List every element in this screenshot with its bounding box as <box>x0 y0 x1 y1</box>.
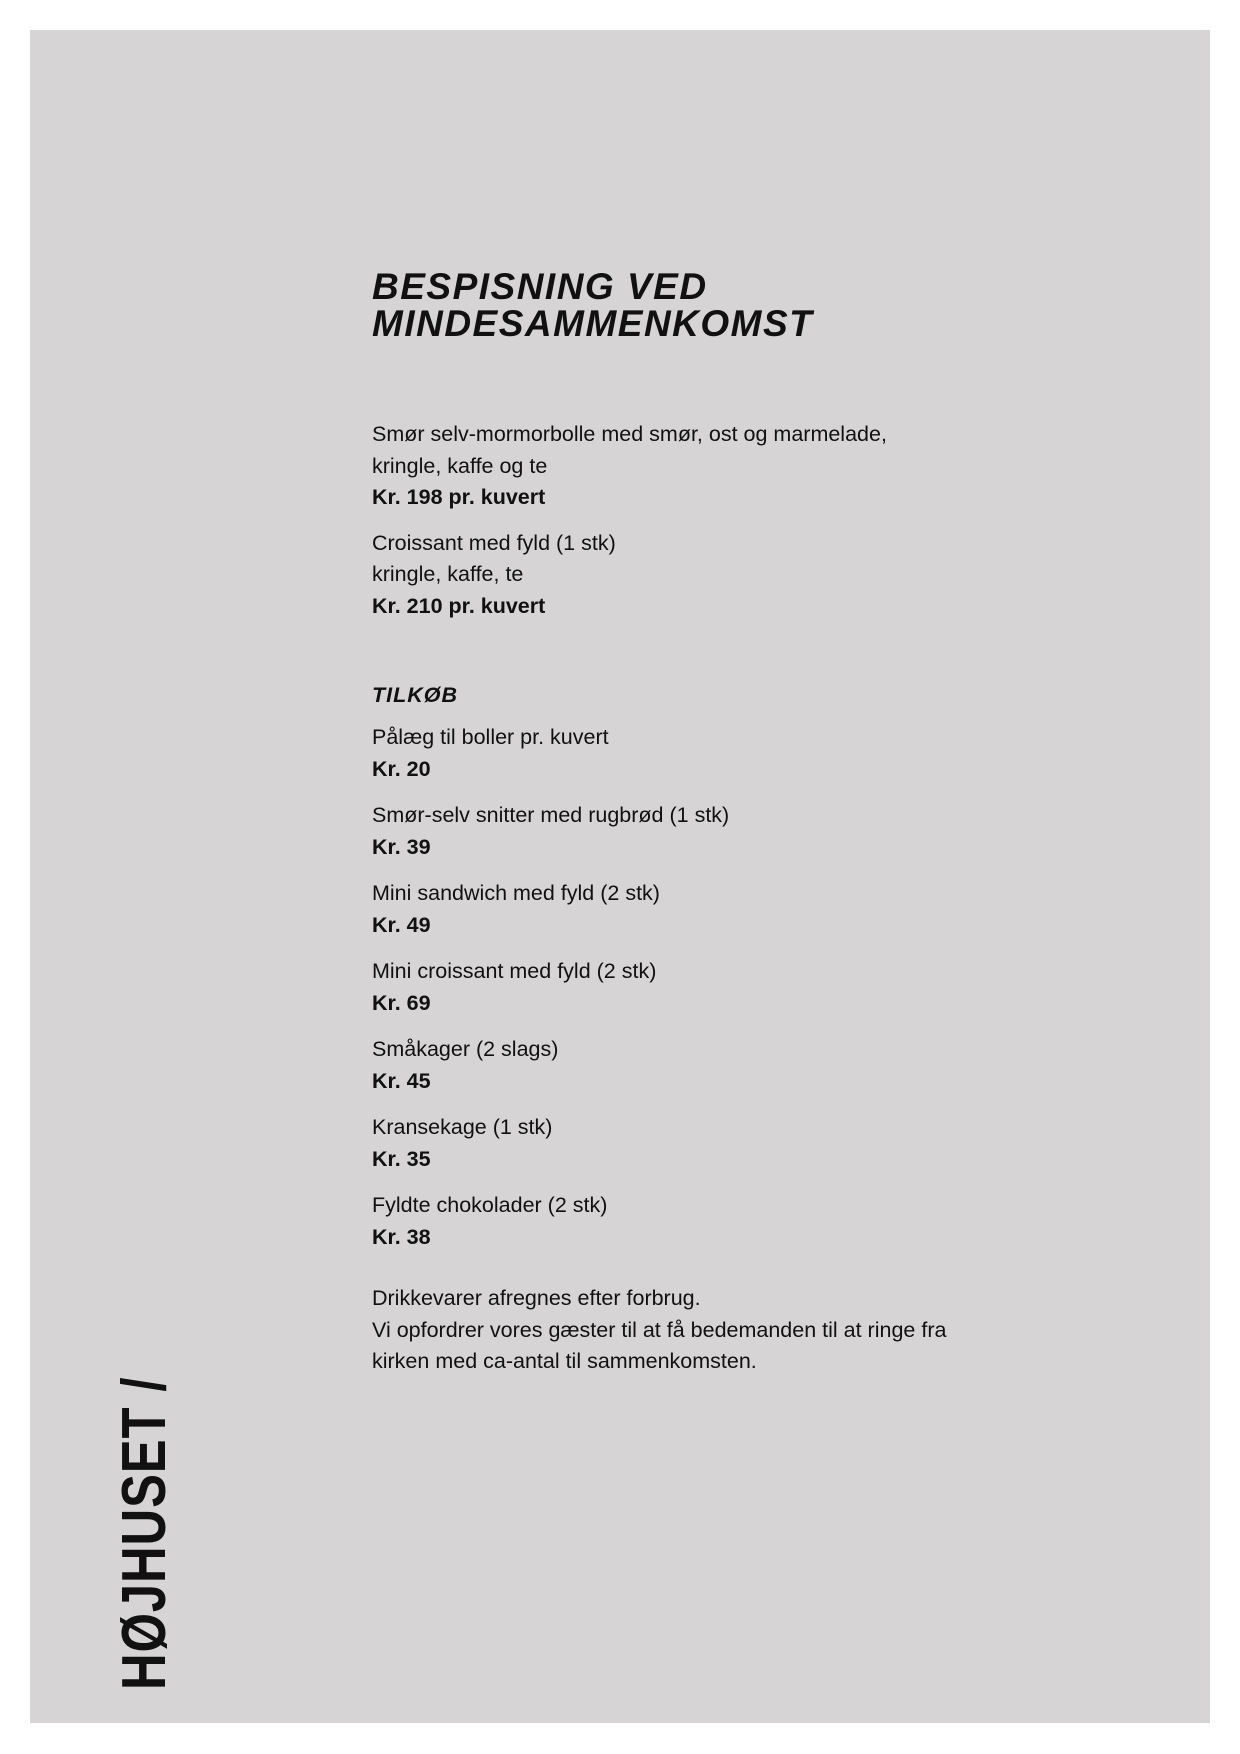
footnote-line: Vi opfordrer vores gæster til at få bedemanden til at ringe fra <box>372 1317 947 1342</box>
extra-item <box>372 1112 1012 1175</box>
title-line-1: BESPISNING VED <box>372 266 708 307</box>
footnote-line: Drikkevarer afregnes efter forbrug. <box>372 1286 701 1310</box>
extra-item <box>372 800 1012 863</box>
title-line-2: MINDESAMMENKOMST <box>372 303 814 344</box>
extra-label: Smør-selv snitter med rugbrød (1 stk) <box>372 803 730 827</box>
extra-price: Kr. 49 <box>372 912 431 937</box>
extra-label: Mini sandwich med fyld (2 stk) <box>372 881 660 905</box>
extra-item <box>372 878 1012 941</box>
extra-label: Mini croissant med fyld (2 stk) <box>372 959 657 983</box>
package-description-line: kringle, kaffe, te <box>372 562 524 586</box>
extra-item <box>372 1190 1012 1253</box>
extra-price: Kr. 35 <box>372 1146 431 1171</box>
package-item <box>372 419 1012 514</box>
package-description-line: Croissant med fyld (1 stk) <box>372 530 616 555</box>
package-description-line: Smør selv-mormorbolle med smør, ost og marmelade, <box>372 422 887 446</box>
extra-price: Kr. 20 <box>372 756 431 781</box>
extras-list <box>372 722 1012 1253</box>
extra-label: Pålæg til boller pr. kuvert <box>372 725 609 749</box>
extra-item <box>372 722 1012 785</box>
extra-label: Småkager (2 slags) <box>372 1037 559 1061</box>
extra-label: Fyldte chokolader (2 stk) <box>372 1193 608 1217</box>
footnote <box>372 1283 1012 1378</box>
extra-price: Kr. 38 <box>372 1224 431 1249</box>
brand-logo: HØJHUSET / <box>110 1376 179 1690</box>
page-title <box>372 268 1012 342</box>
menu-sheet <box>30 30 1210 1723</box>
package-price: Kr. 198 pr. kuvert <box>372 485 546 509</box>
extra-item <box>372 1034 1012 1097</box>
package-list <box>372 419 1012 622</box>
footnote-line: kirken med ca-antal til sammenkomsten. <box>372 1349 757 1373</box>
extra-price: Kr. 69 <box>372 990 431 1015</box>
extra-price: Kr. 39 <box>372 834 431 859</box>
package-description-line: kringle, kaffe og te <box>372 453 548 478</box>
package-price: Kr. 210 pr. kuvert <box>372 593 546 618</box>
menu-content <box>372 268 1012 1378</box>
extra-label: Kransekage (1 stk) <box>372 1115 553 1139</box>
extras-heading: TILKØB <box>372 683 459 707</box>
extra-item <box>372 956 1012 1019</box>
package-item <box>372 528 1012 623</box>
extra-price: Kr. 45 <box>372 1068 431 1093</box>
